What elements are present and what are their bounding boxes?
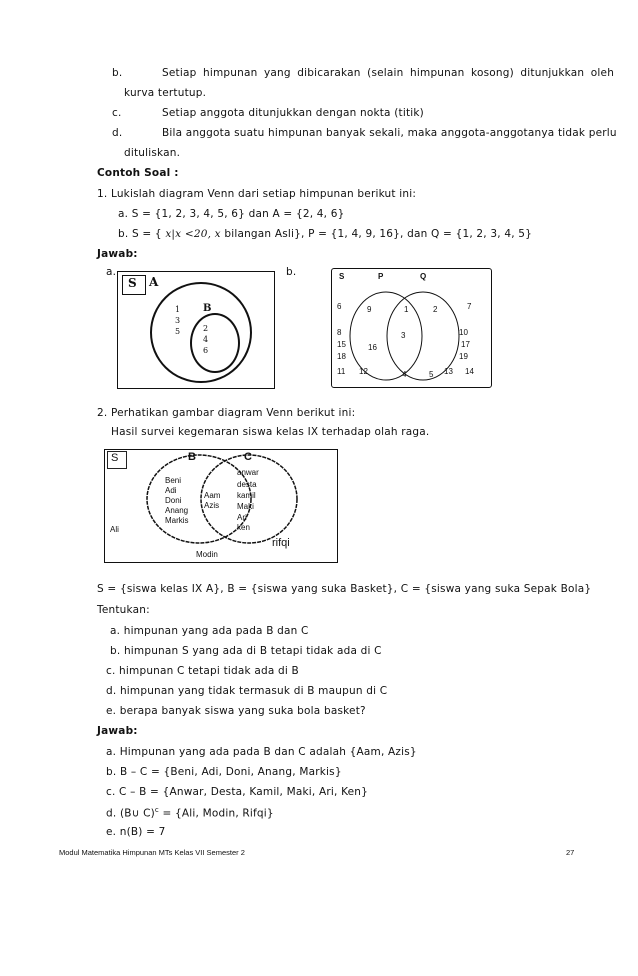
question-2: 2. Perhatikan gambar diagram Venn berikut ini: [97, 407, 356, 419]
element-1: 1 [404, 305, 409, 314]
list-item-d-line2: dituliskan. [124, 147, 181, 159]
s-label: S [128, 276, 137, 290]
element-19: 19 [459, 352, 468, 361]
page-number: 27 [566, 848, 575, 857]
element-aam: Aam [204, 491, 221, 500]
element-14: 14 [465, 367, 474, 376]
question-1b-math: x|x <20, x [165, 228, 221, 240]
set-b-label: B [203, 303, 212, 314]
venn-c-circles [104, 449, 338, 563]
task-a: a. himpunan yang ada pada B dan C [110, 625, 309, 637]
set-b-label: B [188, 451, 196, 463]
question-1b-suffix: bilangan Asli}, P = {1, 4, 9, 16}, dan Q = {1, 2, 3, 4, 5} [224, 228, 533, 240]
answer-a-label: a. [106, 266, 117, 278]
question-1: 1. Lukislah diagram Venn dari setiap himpunan berikut ini: [97, 188, 417, 200]
set-q-label: Q [420, 272, 427, 281]
answer-a: a. Himpunan yang ada pada B dan C adalah {Aam, Azis} [106, 746, 417, 758]
element-anwar: anwar [237, 468, 259, 477]
answer-d-suffix: = {Ali, Modin, Rifqi} [158, 807, 274, 820]
element-6: 6 [203, 346, 209, 355]
element-2: 2 [433, 305, 438, 314]
tasks-label: Tentukan: [97, 604, 150, 616]
element-13: 13 [444, 367, 453, 376]
s-label: S [339, 272, 345, 281]
question-2-subtitle: Hasil survei kegemaran siswa kelas IX terhadap olah raga. [111, 426, 430, 438]
element-6: 6 [337, 302, 342, 311]
task-c: c. himpunan C tetapi tidak ada di B [106, 665, 299, 677]
element-doni: Doni [165, 496, 182, 505]
answer-c: c. C – B = {Anwar, Desta, Kamil, Maki, Ari, Ken} [106, 786, 369, 798]
element-adi: Adi [165, 486, 177, 495]
element-5: 5 [429, 370, 434, 379]
answer-b-label: b. [286, 266, 297, 278]
element-9: 9 [367, 305, 372, 314]
task-d: d. himpunan yang tidak termasuk di B maupun di C [106, 685, 388, 697]
complement-superscript: c [154, 806, 159, 814]
answer-label-1: Jawab: [97, 248, 138, 260]
task-b: b. himpunan S yang ada di B tetapi tidak ada di C [110, 645, 382, 657]
element-4: 4 [402, 370, 407, 379]
element-7: 7 [467, 302, 472, 311]
element-3: 3 [175, 316, 181, 325]
element-4: 4 [203, 335, 209, 344]
list-item-b-line2: kurva tertutup. [124, 87, 207, 99]
element-ari: Ari [237, 513, 247, 522]
set-a-label: A [149, 275, 159, 289]
footer-text: Modul Matematika Himpunan MTs Kelas VII Semester 2 [59, 848, 245, 857]
element-kamil: kamil [237, 491, 256, 500]
answer-e: e. n(B) = 7 [106, 826, 166, 838]
task-e: e. berapa banyak siswa yang suka bola basket? [106, 705, 366, 717]
element-17: 17 [461, 340, 470, 349]
element-maki: Maki [237, 502, 254, 511]
element-5: 5 [175, 327, 181, 336]
element-beni: Beni [165, 476, 182, 485]
list-letter-c: c. [112, 107, 122, 119]
element-markis: Markis [165, 516, 189, 525]
s-label: S [111, 452, 119, 464]
element-modin: Modin [196, 550, 218, 559]
list-letter-b: b. [112, 67, 123, 79]
question-1a: a. S = {1, 2, 3, 4, 5, 6} dan A = {2, 4, 6} [118, 208, 345, 220]
element-11: 11 [337, 367, 346, 376]
element-ali: Ali [110, 525, 119, 534]
list-letter-d: d. [112, 127, 123, 139]
answer-d [106, 806, 274, 820]
element-2: 2 [203, 324, 209, 333]
element-12: 12 [359, 367, 368, 376]
example-heading: Contoh Soal : [97, 167, 179, 179]
list-item-b-line1: Setiap himpunan yang dibicarakan (selain himpunan kosong) ditunjukkan oleh [162, 67, 615, 79]
set-definition: S = {siswa kelas IX A}, B = {siswa yang suka Basket}, C = {siswa yang suka Sepak Bola} [97, 583, 592, 595]
element-1: 1 [175, 305, 181, 314]
question-1b-prefix: b. S = { [118, 228, 162, 240]
element-desta: desta [237, 480, 257, 489]
answer-b: b. B – C = {Beni, Adi, Doni, Anang, Markis} [106, 766, 342, 778]
list-item-d-line1: Bila anggota suatu himpunan banyak sekali, maka anggota-anggotanya tidak perlu [162, 127, 617, 139]
element-3: 3 [401, 331, 406, 340]
element-8: 8 [337, 328, 342, 337]
question-1b [118, 228, 532, 240]
element-16: 16 [368, 343, 377, 352]
element-ken: ken [237, 523, 250, 532]
set-b-circle [190, 313, 240, 373]
element-rifqi: rifqi [272, 537, 290, 549]
answer-label-2: Jawab: [97, 725, 138, 737]
element-10: 10 [459, 328, 468, 337]
element-18: 18 [337, 352, 346, 361]
element-azis: Azis [204, 501, 220, 510]
answer-d-prefix: d. (B∪ C) [106, 807, 155, 820]
set-p-label: P [378, 272, 384, 281]
element-15: 15 [337, 340, 346, 349]
set-c-label: C [244, 451, 252, 463]
list-item-c: Setiap anggota ditunjukkan dengan nokta (titik) [162, 107, 424, 119]
element-anang: Anang [165, 506, 189, 515]
